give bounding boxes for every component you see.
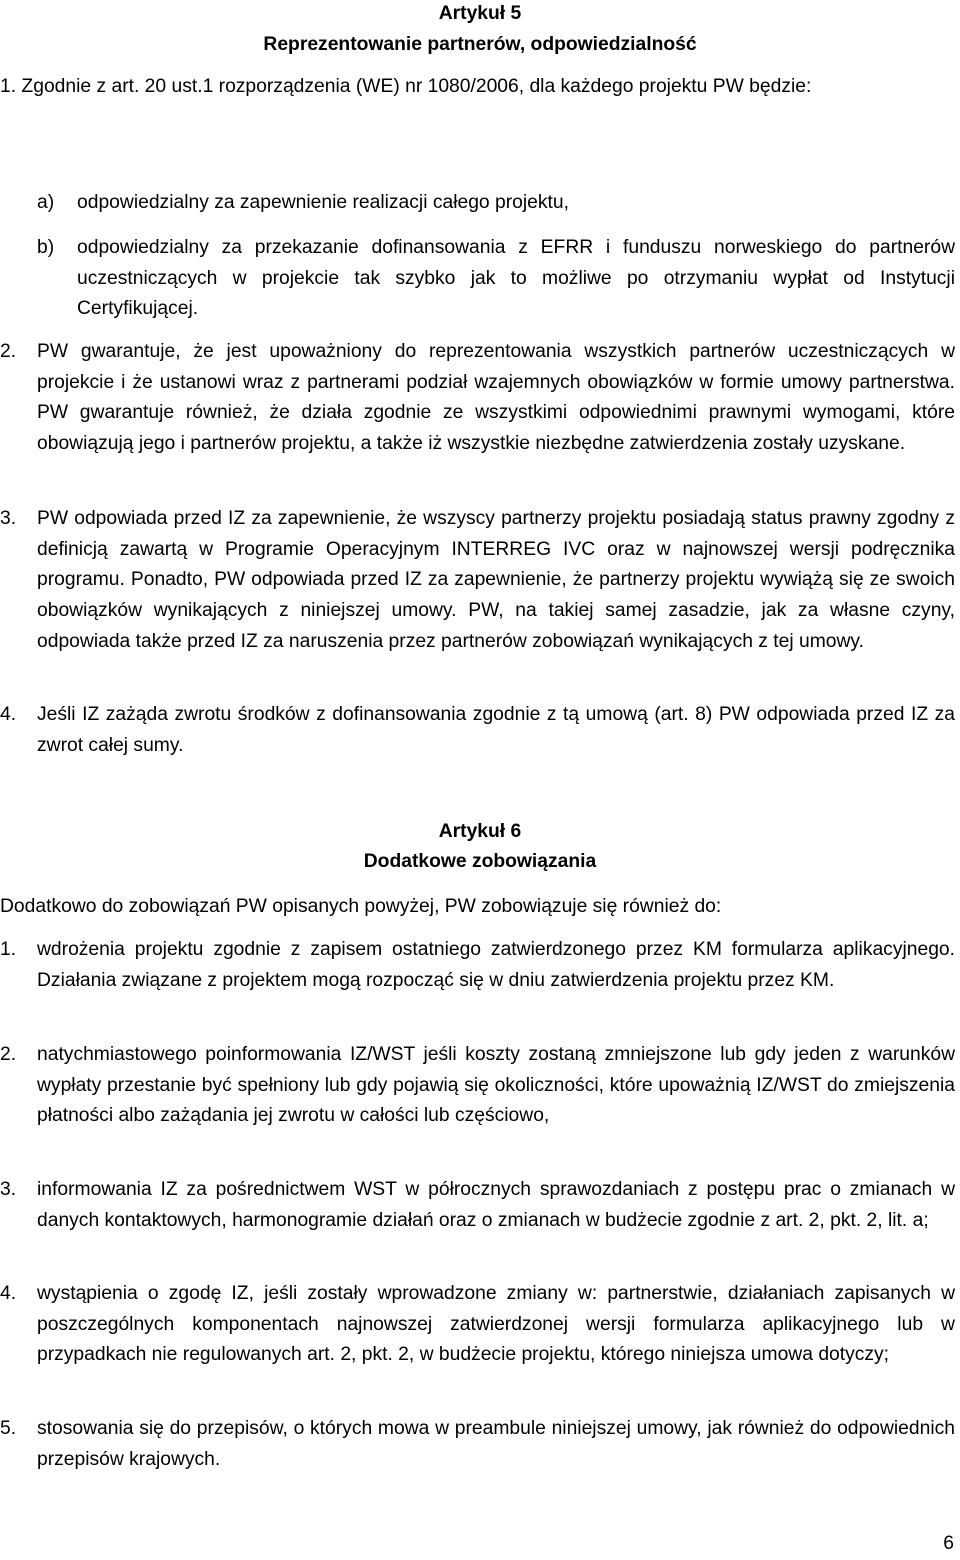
- article-5-item-1: [0, 72, 955, 103]
- article-5-title: Artykuł 5: [438, 3, 522, 24]
- article-5-item-2-number: 2.: [0, 341, 17, 362]
- article-5-item-1-marker-a: a): [37, 192, 55, 213]
- article-5-item-1-text: 1. Zgodnie z art. 20 ust.1 rozporządzenia (WE) nr 1080/2006, dla każdego projektu PW będzie:: [0, 76, 812, 97]
- article-5-item-1-marker-b: b): [37, 237, 55, 258]
- article-5-item-1-sub-b: odpowiedzialny za przekazanie dofinansowania z EFRR i funduszu norweskiego do partnerów uczestniczących w projekcie tak szybko jak to możliwe po otrzymaniu wypłat od Instytucji Certyfikującej.: [77, 237, 955, 320]
- article-6-item-4-number: 4.: [0, 1283, 17, 1304]
- article-5-item-1-sub-a: odpowiedzialny za zapewnienie realizacji całego projektu,: [77, 192, 569, 213]
- article-6-item-5-number: 5.: [0, 1418, 17, 1439]
- article-6-subtitle: Dodatkowe zobowiązania: [363, 851, 597, 872]
- article-5-item-3-number: 3.: [0, 508, 17, 529]
- article-5-item-2-text: PW gwarantuje, że jest upoważniony do reprezentowania wszystkich partnerów uczestniczących w projekcie i że ustanowi wraz z partnerami podział wzajemnych obowiązków w formie umowy partnerstwa. PW gwarantuje również, że działa zgodnie ze wszystkimi odpowiednimi prawnymi wymogami, które obowiązują jego i partnerów projektu, a także iż wszystkie niezbędne zatwierdzenia zostały uzyskane.: [37, 341, 955, 455]
- article-5-item-4-number: 4.: [0, 704, 17, 725]
- article-6-item-3-number: 3.: [0, 1179, 17, 1200]
- article-6-item-2-number: 2.: [0, 1044, 17, 1065]
- page-number: 6: [943, 1533, 954, 1554]
- article-6-item-1-number: 1.: [0, 939, 17, 960]
- article-6-title: Artykuł 6: [438, 821, 522, 842]
- article-6-item-2-text: natychmiastowego poinformowania IZ/WST jeśli koszty zostaną zmniejszone lub gdy jeden z warunków wypłaty przestanie być spełniony lub gdy pojawią się okoliczności, które upoważnią IZ/WST do zmiejszenia płatności albo zażądania jej zwrotu w całości lub częściowo,: [37, 1044, 955, 1127]
- article-6-item-3-text: informowania IZ za pośrednictwem WST w półrocznych sprawozdaniach z postępu prac o zmianach w danych kontaktowych, harmonogramie działań oraz o zmianach w budżecie zgodnie z art. 2, pkt. 2, lit. a;: [37, 1179, 955, 1231]
- article-5-item-3-text: PW odpowiada przed IZ za zapewnienie, że wszyscy partnerzy projektu posiadają status prawny zgodny z definicją zawartą w Programie Operacyjnym INTERREG IVC oraz w najnowszej wersji podręcznika programu. Ponadto, PW odpowiada przed IZ za zapewnienie, że partnerzy projektu wywiążą się ze swoich obowiązków wynikających z niniejszej umowy. PW, na takiej samej zasadzie, jak za własne czyny, odpowiada także przed IZ za naruszenia przez partnerów zobowiązań wynikających z tej umowy.: [37, 508, 955, 652]
- article-5-item-4-text: Jeśli IZ zażąda zwrotu środków z dofinansowania zgodnie z tą umową (art. 8) PW odpowiada przed IZ za zwrot całej sumy.: [37, 704, 955, 756]
- article-6-item-5-text: stosowania się do przepisów, o których mowa w preambule niniejszej umowy, jak również do odpowiednich przepisów krajowych.: [37, 1418, 955, 1470]
- article-5-subtitle: Reprezentowanie partnerów, odpowiedzialność: [263, 34, 697, 55]
- article-6-item-4-text: wystąpienia o zgodę IZ, jeśli zostały wprowadzone zmiany w: partnerstwie, działaniach zapisanych w poszczególnych komponentach najnowszej zatwierdzonej wersji formularza aplikacyjnego lub w przypadkach nie regulowanych art. 2, pkt. 2, w budżecie projektu, którego niniejsza umowa dotyczy;: [37, 1283, 955, 1366]
- article-6-intro: Dodatkowo do zobowiązań PW opisanych powyżej, PW zobowiązuje się również do:: [0, 896, 722, 917]
- article-6-item-1-text: wdrożenia projektu zgodnie z zapisem ostatniego zatwierdzonego przez KM formularza aplikacyjnego. Działania związane z projektem mogą rozpocząć się w dniu zatwierdzenia projektu przez KM.: [37, 939, 955, 991]
